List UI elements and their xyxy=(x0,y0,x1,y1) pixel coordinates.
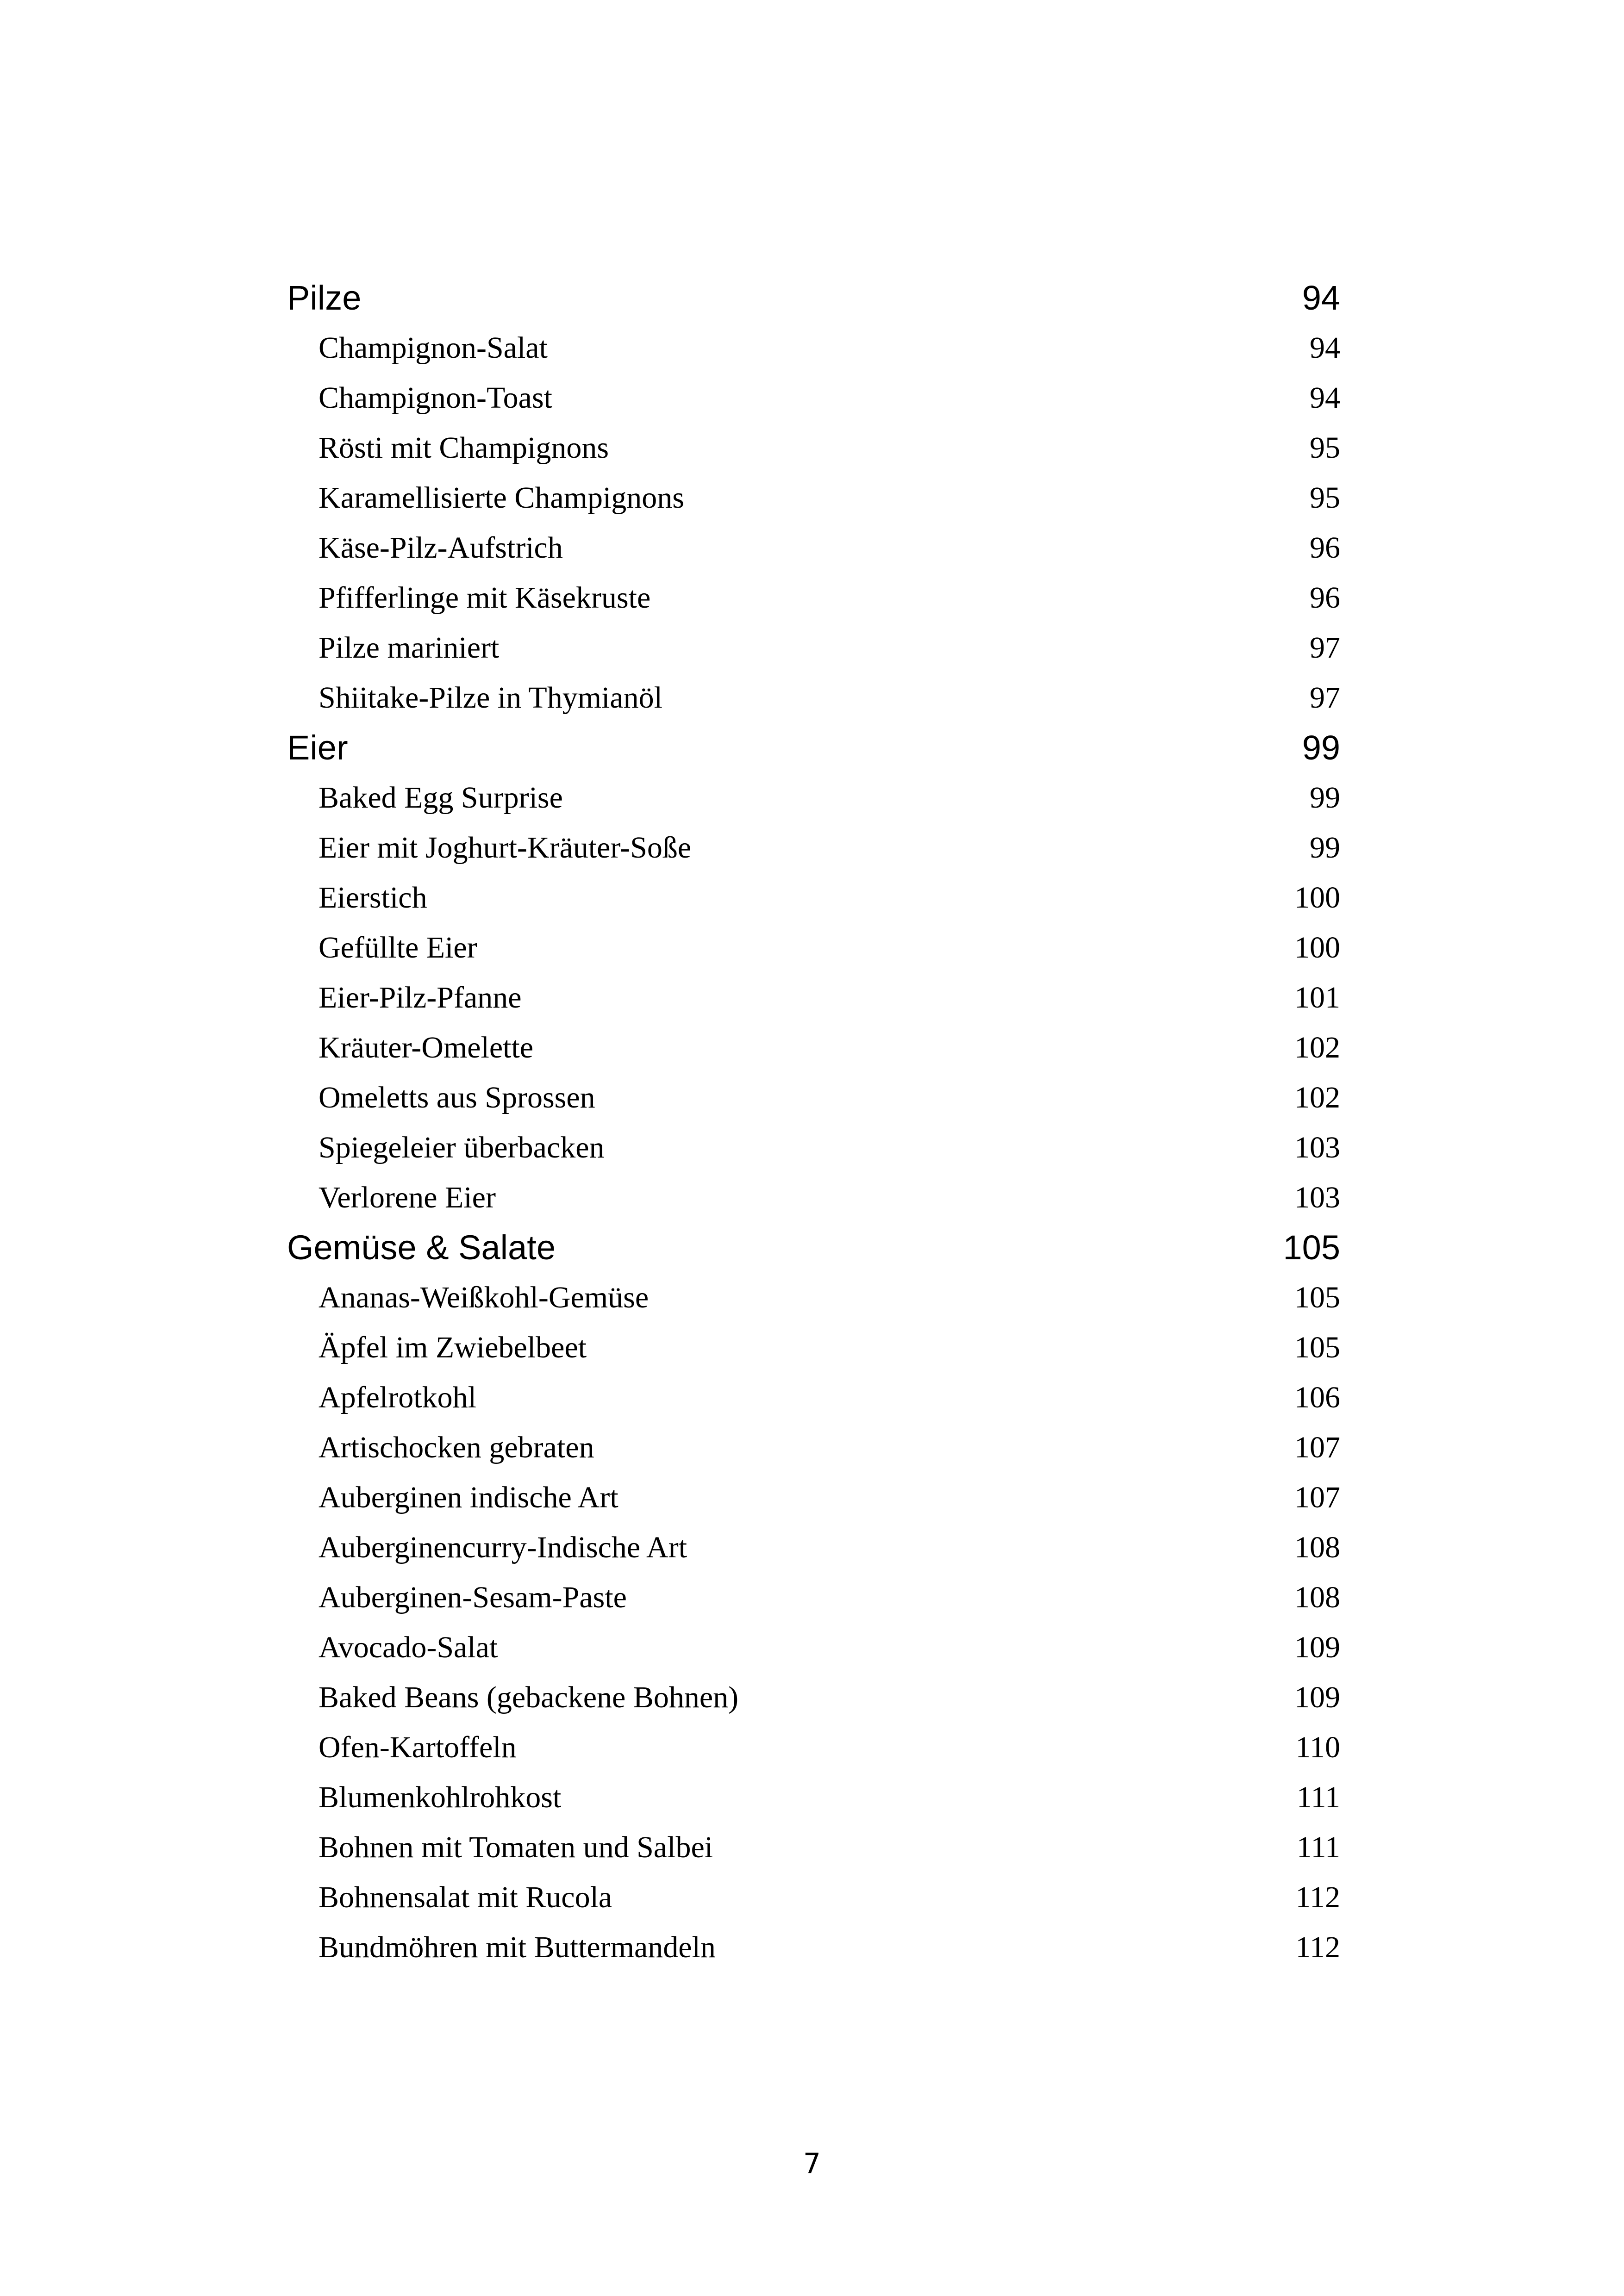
toc-entry-page: 99 xyxy=(1310,831,1340,865)
toc-entry-title: Baked Egg Surprise xyxy=(319,781,563,815)
toc-entry-page: 95 xyxy=(1310,481,1340,515)
toc-entry[interactable] xyxy=(287,673,1340,723)
toc-section-heading[interactable] xyxy=(287,723,1340,773)
toc-entry-page: 109 xyxy=(1294,1630,1340,1664)
toc-entry-page: 105 xyxy=(1294,1281,1340,1314)
toc-entry[interactable] xyxy=(287,1723,1340,1773)
toc-entry-page: 109 xyxy=(1294,1680,1340,1714)
toc-entry[interactable] xyxy=(287,1073,1340,1123)
toc-entry[interactable] xyxy=(287,1823,1340,1873)
toc-entry-title: Eier mit Joghurt-Kräuter-Soße xyxy=(319,831,692,865)
toc-entry-page: 110 xyxy=(1295,1730,1340,1764)
toc-entry-title: Eierstich xyxy=(319,881,427,915)
toc-entry-title: Avocado-Salat xyxy=(319,1630,498,1664)
toc-entry-page: 102 xyxy=(1294,1081,1340,1114)
toc-section-title: Gemüse & Salate xyxy=(287,1228,556,1267)
toc-entry-title: Kräuter-Omelette xyxy=(319,1031,534,1064)
toc-entry[interactable] xyxy=(287,473,1340,523)
toc-entry-page: 108 xyxy=(1294,1580,1340,1614)
toc-entry[interactable] xyxy=(287,823,1340,873)
toc-entry-title: Auberginen-Sesam-Paste xyxy=(319,1580,627,1614)
toc-entry-page: 103 xyxy=(1294,1181,1340,1214)
toc-entry-title: Eier-Pilz-Pfanne xyxy=(319,981,522,1014)
toc-entry-title: Bundmöhren mit Buttermandeln xyxy=(319,1930,716,1964)
toc-entry-title: Rösti mit Champignons xyxy=(319,431,609,465)
toc-entry-title: Baked Beans (gebackene Bohnen) xyxy=(319,1680,739,1714)
toc-entry-title: Auberginen indische Art xyxy=(319,1481,618,1514)
toc-entry-page: 111 xyxy=(1296,1830,1340,1864)
toc-entry-title: Verlorene Eier xyxy=(319,1181,496,1214)
toc-entry-title: Apfelrotkohl xyxy=(319,1381,476,1414)
toc-entry-page: 97 xyxy=(1310,681,1340,715)
table-of-contents xyxy=(287,273,1340,1972)
toc-entry[interactable] xyxy=(287,923,1340,973)
toc-entry-title: Champignon-Salat xyxy=(319,331,548,365)
toc-section-page: 99 xyxy=(1302,728,1340,767)
toc-entry[interactable] xyxy=(287,1423,1340,1473)
toc-entry-page: 97 xyxy=(1310,631,1340,665)
toc-entry-title: Pfifferlinge mit Käsekruste xyxy=(319,581,651,615)
toc-entry[interactable] xyxy=(287,523,1340,573)
toc-entry[interactable] xyxy=(287,323,1340,373)
toc-entry[interactable] xyxy=(287,1023,1340,1073)
toc-entry-title: Shiitake-Pilze in Thymianöl xyxy=(319,681,663,715)
toc-entry-page: 102 xyxy=(1294,1031,1340,1064)
toc-entry[interactable] xyxy=(287,773,1340,823)
toc-entry-title: Pilze mariniert xyxy=(319,631,500,665)
toc-entry[interactable] xyxy=(287,373,1340,423)
toc-entry-page: 103 xyxy=(1294,1131,1340,1164)
toc-entry-title: Omeletts aus Sprossen xyxy=(319,1081,595,1114)
toc-entry-title: Bohnen mit Tomaten und Salbei xyxy=(319,1830,713,1864)
toc-entry-title: Artischocken gebraten xyxy=(319,1431,594,1464)
toc-entry[interactable] xyxy=(287,1523,1340,1573)
toc-section-heading[interactable] xyxy=(287,273,1340,323)
toc-entry-title: Champignon-Toast xyxy=(319,381,552,415)
toc-section-page: 105 xyxy=(1283,1228,1340,1267)
toc-section-title: Eier xyxy=(287,728,348,767)
toc-entry-title: Käse-Pilz-Aufstrich xyxy=(319,531,563,565)
toc-section-heading[interactable] xyxy=(287,1223,1340,1273)
toc-entry[interactable] xyxy=(287,1123,1340,1173)
toc-entry-page: 107 xyxy=(1294,1431,1340,1464)
toc-entry[interactable] xyxy=(287,873,1340,923)
toc-entry-title: Karamellisierte Champignons xyxy=(319,481,684,515)
toc-entry-page: 100 xyxy=(1294,931,1340,964)
toc-entry-page: 95 xyxy=(1310,431,1340,465)
toc-section-title: Pilze xyxy=(287,279,362,317)
toc-entry-page: 108 xyxy=(1294,1531,1340,1564)
toc-entry-page: 96 xyxy=(1310,531,1340,565)
toc-entry[interactable] xyxy=(287,1623,1340,1673)
toc-entry-page: 101 xyxy=(1294,981,1340,1014)
toc-entry-page: 105 xyxy=(1294,1331,1340,1364)
toc-entry-page: 111 xyxy=(1296,1780,1340,1814)
toc-entry[interactable] xyxy=(287,1873,1340,1923)
toc-entry[interactable] xyxy=(287,1273,1340,1323)
toc-entry-page: 100 xyxy=(1294,881,1340,915)
toc-entry[interactable] xyxy=(287,973,1340,1023)
toc-entry[interactable] xyxy=(287,1173,1340,1223)
toc-entry-title: Äpfel im Zwiebelbeet xyxy=(319,1331,587,1364)
toc-entry-title: Auberginencurry-Indische Art xyxy=(319,1531,687,1564)
toc-entry[interactable] xyxy=(287,1573,1340,1623)
toc-entry-title: Ofen-Kartoffeln xyxy=(319,1730,517,1764)
toc-entry-page: 94 xyxy=(1310,381,1340,415)
toc-section-page: 94 xyxy=(1302,279,1340,317)
toc-entry-page: 94 xyxy=(1310,331,1340,365)
toc-entry-title: Ananas-Weißkohl-Gemüse xyxy=(319,1281,649,1314)
toc-entry[interactable] xyxy=(287,573,1340,623)
toc-entry-page: 99 xyxy=(1310,781,1340,815)
page-number: 7 xyxy=(803,2147,821,2180)
toc-entry-page: 112 xyxy=(1295,1930,1340,1964)
toc-entry[interactable] xyxy=(287,1473,1340,1523)
toc-entry-page: 107 xyxy=(1294,1481,1340,1514)
toc-entry[interactable] xyxy=(287,1923,1340,1972)
toc-entry[interactable] xyxy=(287,623,1340,673)
toc-entry[interactable] xyxy=(287,423,1340,473)
toc-entry-title: Bohnensalat mit Rucola xyxy=(319,1880,612,1914)
toc-entry-page: 96 xyxy=(1310,581,1340,615)
toc-entry-title: Gefüllte Eier xyxy=(319,931,477,964)
toc-entry-page: 112 xyxy=(1295,1880,1340,1914)
toc-entry[interactable] xyxy=(287,1773,1340,1823)
toc-entry[interactable] xyxy=(287,1373,1340,1423)
toc-entry-title: Spiegeleier überbacken xyxy=(319,1131,605,1164)
toc-entry[interactable] xyxy=(287,1323,1340,1373)
toc-entry-title: Blumenkohlrohkost xyxy=(319,1780,562,1814)
toc-entry-page: 106 xyxy=(1294,1381,1340,1414)
toc-entry[interactable] xyxy=(287,1673,1340,1723)
